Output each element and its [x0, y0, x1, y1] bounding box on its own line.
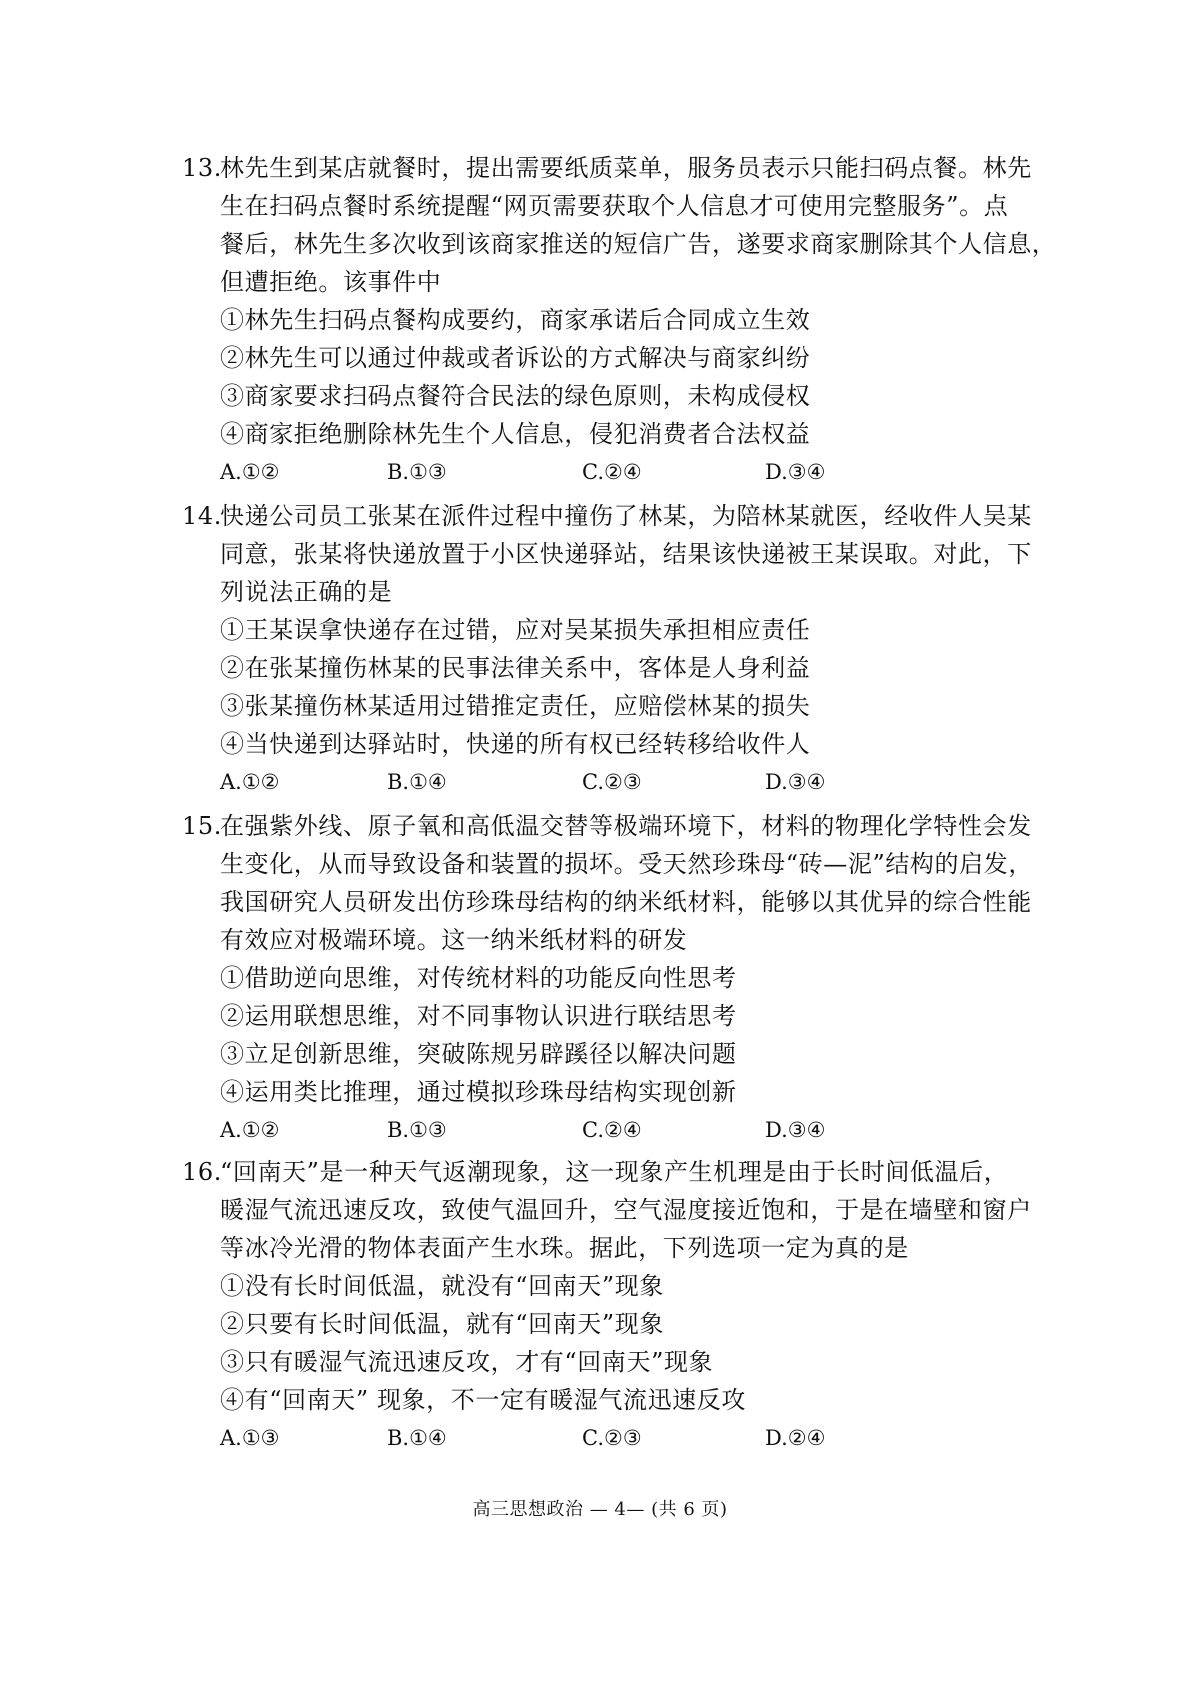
answer-choice-b: B.①③ [387, 1118, 447, 1142]
answer-choice-b: B.①④ [387, 1426, 447, 1450]
answer-choices [182, 1111, 1062, 1149]
answer-choices [182, 453, 1062, 491]
answer-choice-c: C.②③ [582, 770, 642, 794]
answer-choice-d: D.③④ [765, 1118, 826, 1142]
question-13 [182, 149, 1062, 491]
statement-option: ④有“回南天” 现象，不一定有暖湿气流迅速反攻 [220, 1386, 746, 1414]
answer-choice-a: A.①② [220, 460, 280, 484]
question-stem-line: 我国研究人员研发出仿珍珠母结构的纳米纸材料，能够以其优异的综合性能 [220, 888, 1032, 916]
statement-option: ②只要有长时间低温，就有“回南天”现象 [220, 1310, 664, 1338]
answer-choice-a: A.①③ [220, 1426, 280, 1450]
statement-option: ③商家要求扫码点餐符合民法的绿色原则，未构成侵权 [220, 382, 811, 410]
answer-choice-d: D.③④ [765, 460, 826, 484]
answer-choice-d: D.②④ [765, 1426, 826, 1450]
answer-choices [182, 1419, 1062, 1457]
answer-choice-c: C.②④ [582, 1118, 642, 1142]
answer-choice-b: B.①③ [387, 460, 447, 484]
page-footer: 高三思想政治 — 4— (共 6 页) [472, 1499, 728, 1520]
statement-option: ①借助逆向思维，对传统材料的功能反向性思考 [220, 964, 737, 992]
question-stem-text: 在强紫外线、原子氧和高低温交替等极端环境下，材料的物理化学特性会发 [220, 812, 1032, 840]
question-stem-line: 生在扫码点餐时系统提醒“网页需要获取个人信息才可使用完整服务”。点 [220, 192, 1009, 220]
question-stem-line [182, 1153, 1062, 1191]
statement-option: ①没有长时间低温，就没有“回南天”现象 [220, 1272, 664, 1300]
question-stem-line [182, 149, 1062, 187]
question-stem-line: 但遭拒绝。该事件中 [220, 268, 442, 296]
question-number: 13. [182, 154, 222, 182]
question-stem-line: 餐后，林先生多次收到该商家推送的短信广告，遂要求商家删除其个人信息， [220, 230, 1057, 258]
statement-option: ④当快递到达驿站时，快递的所有权已经转移给收件人 [220, 730, 811, 758]
question-stem-line: 有效应对极端环境。这一纳米纸材料的研发 [220, 926, 688, 954]
question-stem-line: 暖湿气流迅速反攻，致使气温回升，空气湿度接近饱和，于是在墙壁和窗户 [220, 1196, 1032, 1224]
question-stem-text: “回南天”是一种天气返潮现象，这一现象产生机理是由于长时间低温后， [220, 1158, 1009, 1186]
statement-option: ②运用联想思维，对不同事物认识进行联结思考 [220, 1002, 737, 1030]
answer-choice-b: B.①④ [387, 770, 447, 794]
statement-option: ①林先生扫码点餐构成要约，商家承诺后合同成立生效 [220, 306, 811, 334]
question-stem-line: 生变化，从而导致设备和装置的损坏。受天然珍珠母“砖—泥”结构的启发， [220, 850, 1033, 878]
question-stem-line [182, 807, 1062, 845]
question-stem-text: 林先生到某店就餐时，提出需要纸质菜单，服务员表示只能扫码点餐。林先 [220, 154, 1032, 182]
answer-choice-d: D.③④ [765, 770, 826, 794]
answer-choice-c: C.②③ [582, 1426, 642, 1450]
answer-choice-c: C.②④ [582, 460, 642, 484]
statement-option: ③只有暖湿气流迅速反攻，才有“回南天”现象 [220, 1348, 714, 1376]
question-number: 15. [182, 812, 222, 840]
statement-option: ④运用类比推理，通过模拟珍珠母结构实现创新 [220, 1078, 737, 1106]
statement-option: ③立足创新思维，突破陈规另辟蹊径以解决问题 [220, 1040, 737, 1068]
statement-option: ③张某撞伤林某适用过错推定责任，应赔偿林某的损失 [220, 692, 811, 720]
question-stem-line: 等冰冷光滑的物体表面产生水珠。据此，下列选项一定为真的是 [220, 1234, 909, 1262]
question-stem-text: 快递公司员工张某在派件过程中撞伤了林某，为陪林某就医，经收件人吴某 [220, 502, 1032, 530]
statement-option: ①王某误拿快递存在过错，应对吴某损失承担相应责任 [220, 616, 811, 644]
question-stem-line: 同意，张某将快递放置于小区快递驿站，结果该快递被王某误取。对此，下 [220, 540, 1032, 568]
question-stem-line: 列说法正确的是 [220, 578, 393, 606]
question-number: 16. [182, 1158, 222, 1186]
answer-choices [182, 763, 1062, 801]
statement-option: ②在张某撞伤林某的民事法律关系中，客体是人身利益 [220, 654, 811, 682]
statement-option: ②林先生可以通过仲裁或者诉讼的方式解决与商家纠纷 [220, 344, 811, 372]
question-stem-line [182, 497, 1062, 535]
answer-choice-a: A.①② [220, 770, 280, 794]
question-14 [182, 497, 1062, 801]
question-16 [182, 1153, 1062, 1457]
answer-choice-a: A.①② [220, 1118, 280, 1142]
question-number: 14. [182, 502, 222, 530]
question-15 [182, 807, 1062, 1149]
statement-option: ④商家拒绝删除林先生个人信息，侵犯消费者合法权益 [220, 420, 811, 448]
